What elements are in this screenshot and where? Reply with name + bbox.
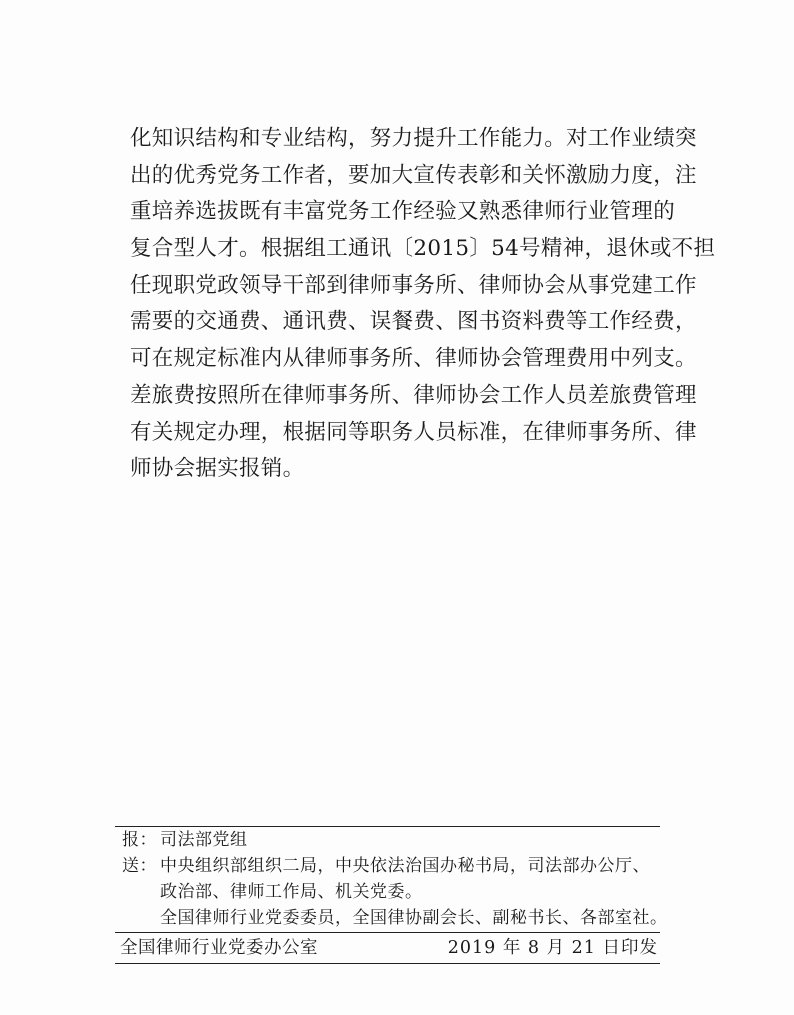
cc-recipients: 全国律师行业党委委员，全国律协副会长、副秘书长、各部室社。	[160, 908, 668, 928]
body-line-6: 需要的交通费、通讯费、误餐费、图书资料费等工作经费，	[130, 309, 697, 335]
body-line-9: 有关规定办理，根据同等职务人员标准，在律师事务所、律	[130, 419, 697, 445]
report-recipient: 司法部党组	[160, 830, 248, 850]
distribution-middle-rule	[115, 932, 660, 933]
body-line-2: 出的优秀党务工作者，要加大宣传表彰和关怀激励力度，注	[130, 162, 697, 188]
body-line-8: 差旅费按照所在律师事务所、律师协会工作人员差旅费管理	[130, 382, 697, 408]
issue-date: 2019 年 8 月 21 日印发	[447, 938, 658, 958]
body-line-5: 任现职党政领导干部到律师事务所、律师协会从事党建工作	[130, 272, 697, 298]
issuing-office: 全国律师行业党委办公室	[120, 938, 318, 958]
body-line-4: 复合型人才。根据组工通讯〔2015〕54号精神，退休或不担	[130, 236, 716, 262]
send-label: 送：	[122, 856, 157, 876]
distribution-top-rule	[115, 826, 660, 827]
send-line	[122, 855, 650, 877]
report-label: 报：	[122, 830, 157, 850]
report-line	[122, 829, 248, 851]
send-recipients-2: 政治部、律师工作局、机关党委。	[160, 882, 423, 902]
distribution-bottom-rule	[115, 963, 660, 964]
cc-line	[160, 907, 668, 929]
send-recipients-1: 中央组织部组织二局，中央依法治国办秘书局，司法部办公厅、	[160, 856, 650, 876]
body-line-3: 重培养选拔既有丰富党务工作经验又熟悉律师行业管理的	[130, 199, 676, 225]
body-line-1: 化知识结构和专业结构，努力提升工作能力。对工作业绩突	[130, 126, 697, 151]
body-line-7: 可在规定标准内从律师事务所、律师协会管理费用中列支。	[130, 346, 697, 372]
send-line-continued	[160, 881, 423, 903]
body-line-10: 师协会据实报销。	[130, 456, 305, 482]
body-paragraph	[130, 121, 716, 488]
